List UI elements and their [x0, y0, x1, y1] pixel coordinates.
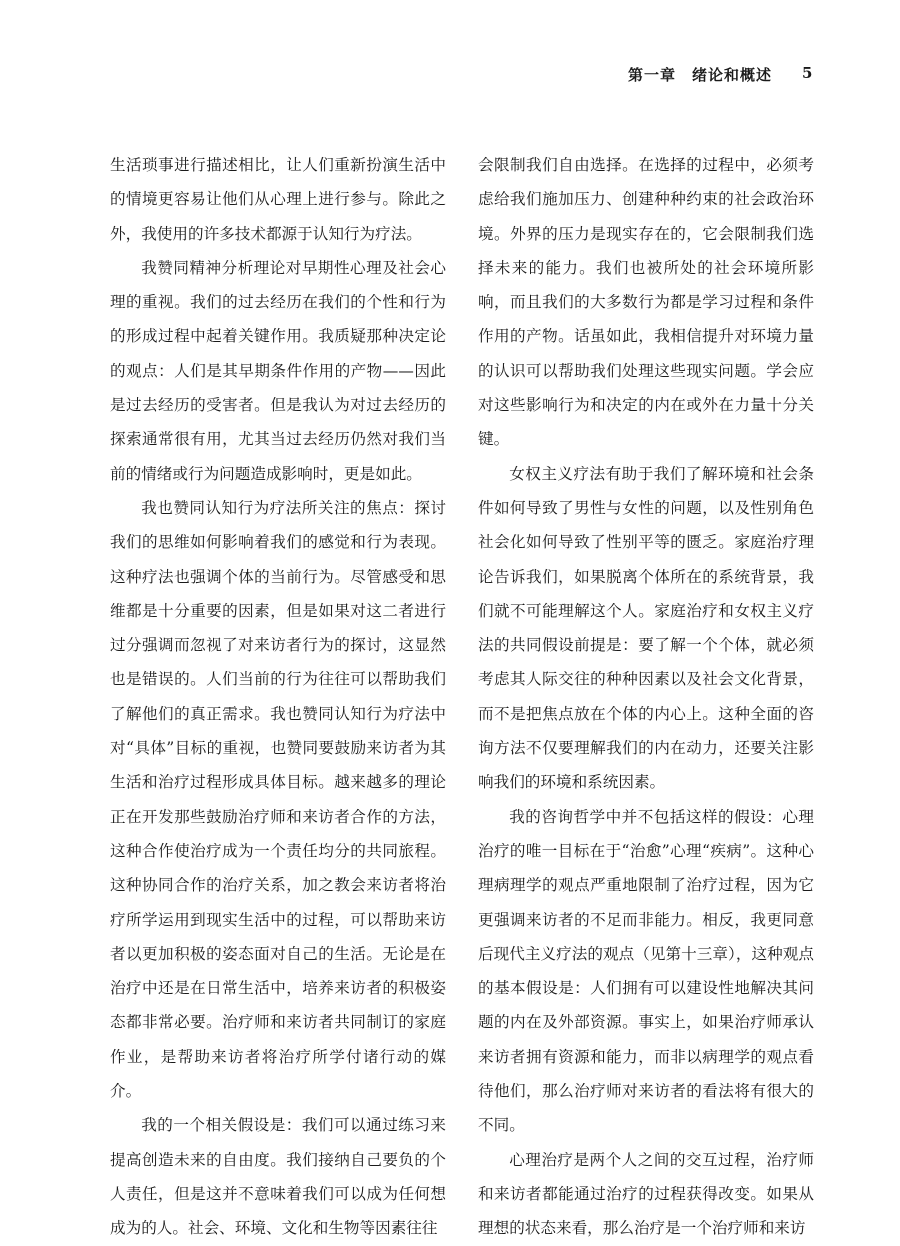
page-number: 5	[802, 64, 813, 82]
paragraph: 会限制我们自由选择。在选择的过程中，必须考虑给我们施加压力、创建种种约束的社会政治环境。外界的压力是现实存在的，它会限制我们选择未来的能力。我们也被所处的社会环境所影响，而且我们的大多数行为都是学习过程和条件作用的产物。话虽如此，我相信提升对环境力量的认识可以帮助我们处理这些现实问题。学会应对这些影响行为和决定的内在或外在力量十分关键。	[478, 156, 814, 449]
running-header	[0, 64, 900, 88]
paragraph: 女权主义疗法有助于我们了解环境和社会条件如何导致了男性与女性的问题，以及性别角色社会化如何导致了性别平等的匮乏。家庭治疗理论告诉我们，如果脱离个体所在的系统背景，我们就不可能理解这个人。家庭治疗和女权主义疗法的共同假设前提是：要了解一个个体，就必须考虑其人际交往的种种因素以及社会文化背景，而不是把焦点放在个体的内心上。这种全面的咨询方法不仅要理解我们的内在动力，还要关注影响我们的环境和系统因素。	[478, 464, 814, 792]
chapter-title: 第一章 绪论和概述	[628, 66, 773, 84]
paragraph: 生活琐事进行描述相比，让人们重新扮演生活中的情境更容易让他们从心理上进行参与。除此之外，我使用的许多技术都源于认知行为疗法。	[110, 156, 446, 243]
right-column	[478, 148, 814, 1246]
paragraph: 我的一个相关假设是：我们可以通过练习来提高创造未来的自由度。我们接纳自己要负的个人责任，但是这并不意味着我们可以成为任何想成为的人。社会、环境、文化和生物等因素往往	[110, 1116, 446, 1238]
paragraph: 我赞同精神分析理论对早期性心理及社会心理的重视。我们的过去经历在我们的个性和行为的形成过程中起着关键作用。我质疑那种决定论的观点：人们是其早期条件作用的产物——因此是过去经历的受害者。但是我认为对过去经历的探索通常很有用，尤其当过去经历仍然对我们当前的情绪或行为问题造成影响时，更是如此。	[110, 258, 446, 483]
left-column	[110, 148, 446, 1246]
paragraph: 我也赞同认知行为疗法所关注的焦点：探讨我们的思维如何影响着我们的感觉和行为表现。这种疗法也强调个体的当前行为。尽管感受和思维都是十分重要的因素，但是如果对这二者进行过分强调而忽视了对来访者行为的探讨，这显然也是错误的。人们当前的行为往往可以帮助我们了解他们的真正需求。我也赞同认知行为疗法中对“具体”目标的重视，也赞同要鼓励来访者为其生活和治疗过程形成具体目标。越来越多的理论正在开发那些鼓励治疗师和来访者合作的方法，这种合作使治疗成为一个责任均分的共同旅程。这种协同合作的治疗关系，加之教会来访者将治疗所学运用到现实生活中的过程，可以帮助来访者以更加积极的姿态面对自己的生活。无论是在治疗中还是在日常生活中，培养来访者的积极姿态都非常必要。治疗师和来访者共同制订的家庭作业，是帮助来访者将治疗所学付诸行动的媒介。	[110, 498, 446, 1101]
paragraph: 我的咨询哲学中并不包括这样的假设：心理治疗的唯一目标在于“治愈”心理“疾病”。这种心理病理学的观点严重地限制了治疗过程，因为它更强调来访者的不足而非能力。相反，我更同意后现代主义疗法的观点（见第十三章），这种观点的基本假设是：人们拥有可以建设性地解决其问题的内在及外部资源。事实上，如果治疗师承认来访者拥有资源和能力，而非以病理学的观点看待他们，那么治疗师对来访者的看法将有很大的不同。	[478, 807, 814, 1135]
paragraph: 心理治疗是两个人之间的交互过程，治疗师和来访者都能通过治疗的过程获得改变。如果从理想的状态来看，那么治疗是一个治疗师和来访	[478, 1150, 814, 1238]
